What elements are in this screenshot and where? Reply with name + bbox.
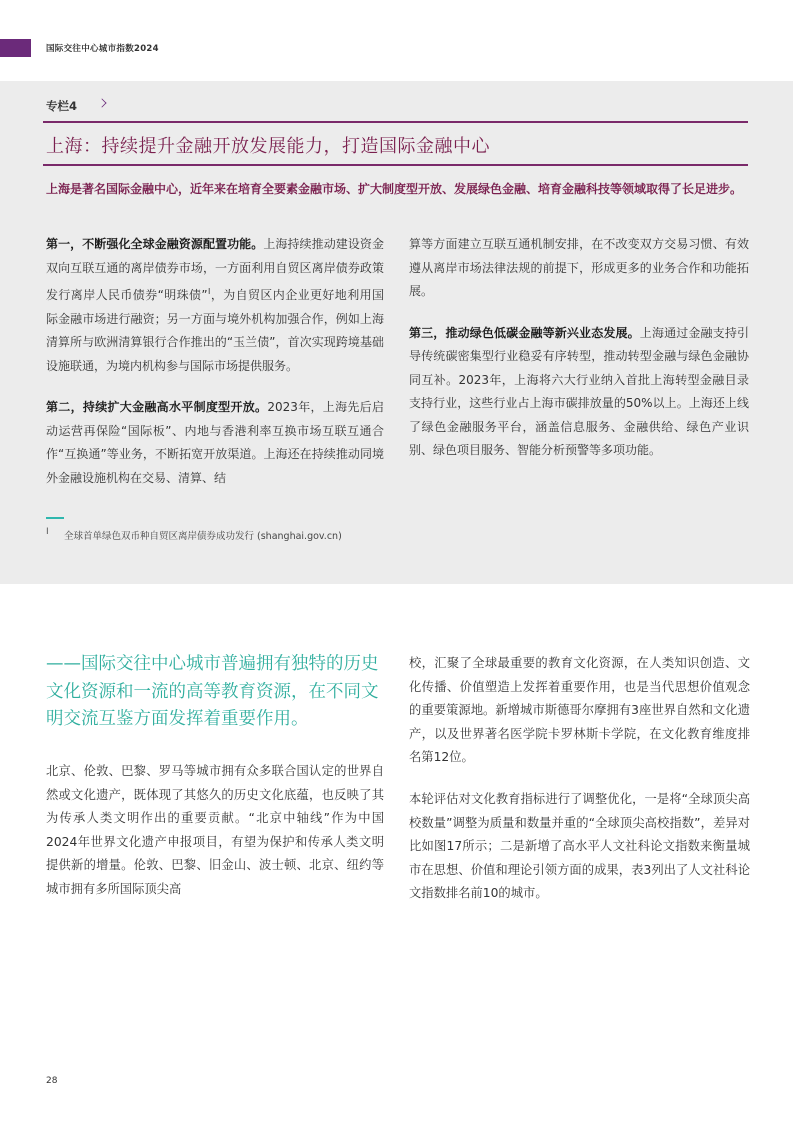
box-lead: 上海是著名国际金融中心，近年来在培育全要素金融市场、扩大制度型开放、发展绿色金融、培育金融科技等领域取得了长足进步。 — [46, 182, 743, 196]
page-number: 28 — [46, 1076, 58, 1086]
box-paragraph-1 — [46, 233, 384, 378]
pull-quote: ——国际交往中心城市普遍拥有独特的历史文化资源和一流的高等教育资源，在不同文明交流互鉴方面发挥着重要作用。 — [46, 654, 379, 729]
box-column-right — [409, 233, 749, 481]
paragraph-heading: 第二，持续扩大金融高水平制度型开放。 — [46, 400, 268, 414]
box-label: 专栏4 — [46, 99, 78, 113]
header-accent-bar — [0, 39, 31, 57]
box-top-rule — [43, 121, 748, 123]
body-paragraph: 北京、伦敦、巴黎、罗马等城市拥有众多联合国认定的世界自然或文化遗产，既体现了其悠久的历史文化底蕴，也反映了其为传承人类文明作出的重要贡献。“北京中轴线”作为中国2024年世界文化遗产申报项目，有望为保护和传承人类文明提供新的增量。伦敦、巴黎、旧金山、波士顿、北京、纽约等城市拥有多所国际顶尖高 — [46, 764, 384, 896]
body-column-left — [46, 760, 384, 920]
box-title-rule — [43, 164, 748, 166]
body-paragraph: 本轮评估对文化教育指标进行了调整优化，一是将“全球顶尖高校数量”调整为质量和数量并重的“全球顶尖高校指数”，差异对比如图17所示；二是新增了高水平人文社科论文指数来衡量城市在思想、价值和理论引领方面的成果，表3列出了人文社科论文指数排名前10的城市。 — [409, 791, 750, 901]
box-paragraph-2 — [46, 396, 384, 490]
paragraph-text: 上海通过金融支持引导传统碳密集型行业稳妥有序转型，推动转型金融与绿色金融协同互补。2023年，上海将六大行业纳入首批上海转型金融目录支持行业，这些行业占上海市碳排放量的50%以上。上海还上线了绿色金融服务平台，涵盖信息服务、金融供给、绿色产业识别、绿色项目服务、智能分析预警等多项功能。 — [409, 325, 749, 457]
box-title: 上海：持续提升金融开放发展能力，打造国际金融中心 — [46, 136, 490, 157]
footnote-rule — [46, 517, 64, 519]
paragraph-text: 2023年，上海先后启动运营再保险“国际板”、内地与香港利率互换市场互联互通合作“互换通”等业务，不断拓宽开放渠道。上海还在持续推动同境外金融设施机构在交易、清算、结 — [46, 400, 384, 485]
running-header: 国际交往中心城市指数2024 — [46, 44, 159, 54]
footnote-text: 全球首单绿色双币种自贸区离岸债券成功发行 (shanghai.gov.cn) — [64, 531, 342, 542]
paragraph-heading: 第一，不断强化全球金融资源配置功能。 — [46, 237, 264, 251]
paragraph-heading: 第三，推动绿色低碳金融等新兴业态发展。 — [409, 325, 640, 340]
paragraph-text: 上海持续推动建设资金双向互联互通的离岸债券市场，一方面利用自贸区离岸债券政策发行离岸人民币债券“明珠债” — [46, 237, 384, 302]
box-column-left — [46, 233, 384, 508]
body-paragraph: 校，汇聚了全球最重要的教育文化资源，在人类知识创造、文化传播、价值塑造上发挥着重要作用，也是当代思想价值观念的重要策源地。新增城市斯德哥尔摩拥有3座世界自然和文化遗产，以及世界著名医学院卡罗林斯卡学院，在文化教育维度排名第12位。 — [409, 656, 750, 765]
body-column-right — [409, 652, 750, 924]
footnote-mark: Ⅰ — [46, 527, 49, 537]
box-paragraph-3 — [409, 322, 749, 463]
paragraph-text: ，为自贸区内企业更好地利用国际金融市场进行融资；另一方面与境外机构加强合作，例如上海清算所与欧洲清算银行合作推出的“玉兰债”，首次实现跨境基础设施联通，为境内机构参与国际市场提供服务。 — [46, 288, 385, 373]
footnote-ref: Ⅰ — [207, 287, 211, 296]
box-paragraph-2-cont: 算等方面建立互联互通机制安排，在不改变双方交易习惯、有效遵从离岸市场法律法规的前提下，形成更多的业务合作和功能拓展。 — [409, 237, 749, 298]
